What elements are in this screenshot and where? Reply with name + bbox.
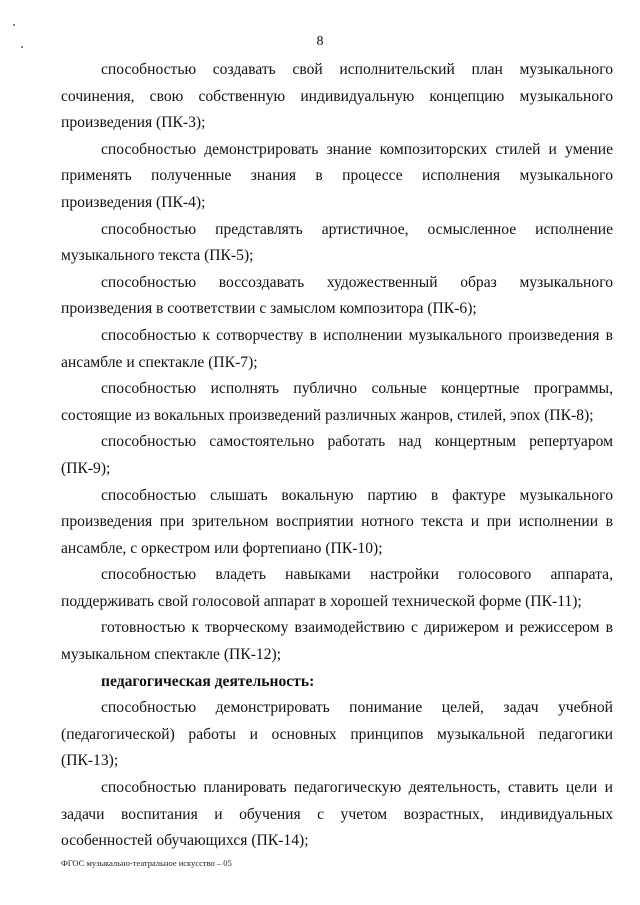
competency-pk-5: способностью представлять артистичное, осмысленное исполнение музыкального текста (ПК-5); — [61, 220, 613, 265]
document-body — [61, 57, 613, 855]
competency-pk-9: способностью самостоятельно работать над концертным репертуаром (ПК-9); — [61, 433, 613, 477]
competency-pk-10: способностью слышать вокальную партию в фактуре музыкального произведения при зрительном восприятии нотного текста и при исполнении в ансамбле, с оркестром или фортепиано (ПК-10); — [61, 486, 613, 557]
page-number: 8 — [316, 34, 324, 49]
competency-pk-7: способностью к сотворчеству в исполнении музыкального произведения в ансамбле и спектакле (ПК-7); — [61, 326, 613, 371]
competency-pk-13: способностью демонстрировать понимание целей, задач учебной (педагогической) работы и основных принципов музыкальной педагогики (ПК-13); — [61, 699, 613, 770]
competency-pk-11: способностью владеть навыками настройки голосового аппарата, поддерживать свой голосовой аппарат в хорошей технической форме (ПК-11); — [61, 566, 613, 610]
competency-pk-12: готовностью к творческому взаимодействию с дирижером и режиссером в музыкальном спектакле (ПК-12); — [61, 619, 613, 664]
section-heading-pedagogical: педагогическая деятельность: — [101, 672, 315, 690]
competency-pk-3: способностью создавать свой исполнительский план музыкального сочинения, свою собственную индивидуальную концепцию музыкального произведения (ПК-3); — [61, 61, 613, 132]
competency-pk-8: способностью исполнять публично сольные концертные программы, состоящие из вокальных произведений различных жанров, стилей, эпох (ПК-8); — [61, 380, 613, 424]
competency-pk-14: способностью планировать педагогическую деятельность, ставить цели и задачи воспитания и обучения с учетом возрастных, индивидуальных особенностей обучающихся (ПК-14); — [61, 779, 613, 850]
competency-pk-4: способностью демонстрировать знание композиторских стилей и умение применять полученные знания в процессе исполнения музыкального произведения (ПК-4); — [61, 140, 613, 211]
scan-speck — [13, 24, 15, 26]
competency-pk-6: способностью воссоздавать художественный образ музыкального произведения в соответствии с замыслом композитора (ПК-6); — [61, 273, 613, 318]
page-footer: ФГОС музыкально-театральное искусство – 05 — [61, 858, 232, 868]
